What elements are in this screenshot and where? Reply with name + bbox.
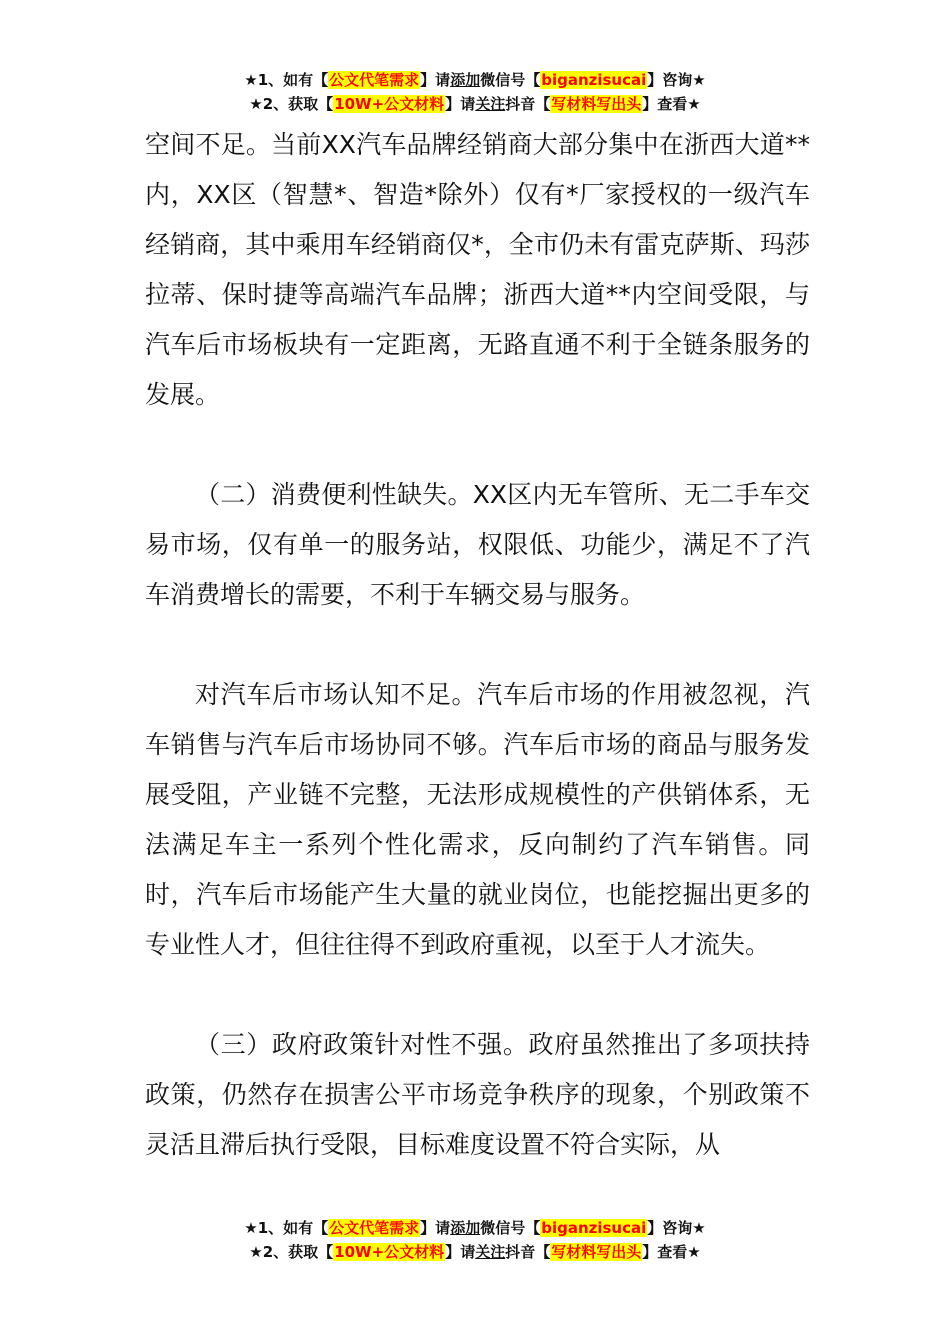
banner-text: 微信号【	[480, 71, 541, 89]
banner-underlined: 添加	[450, 1219, 481, 1237]
banner-text: 】请	[445, 95, 476, 113]
banner-line-1	[0, 1216, 950, 1240]
banner-text: 】咨询★	[647, 71, 706, 89]
banner-line-2	[0, 92, 950, 116]
banner-highlight: 写材料写出头	[551, 95, 642, 113]
banner-underlined: 关注	[475, 95, 506, 113]
banner-text: ★2、获取【	[249, 95, 334, 113]
document-body	[145, 120, 810, 1170]
banner-text: 】咨询★	[647, 1219, 706, 1237]
banner-highlight: 10W+公文材料	[334, 95, 445, 113]
banner-text: 】请	[420, 71, 451, 89]
banner-text: ★1、如有【	[244, 71, 329, 89]
banner-text: 】请	[420, 1219, 451, 1237]
banner-text: 】查看★	[642, 95, 701, 113]
banner-text: ★2、获取【	[249, 1243, 334, 1261]
banner-underlined: 添加	[450, 71, 481, 89]
header-banner	[0, 68, 950, 116]
paragraph-2: （二）消费便利性缺失。XX区内无车管所、无二手车交易市场，仅有单一的服务站，权限低、功能少，满足不了汽车消费增长的需要，不利于车辆交易与服务。	[145, 480, 810, 609]
banner-highlight: biganzisucai	[541, 1219, 647, 1237]
banner-line-2	[0, 1240, 950, 1264]
banner-underlined: 关注	[475, 1243, 506, 1261]
paragraph-3: 对汽车后市场认知不足。汽车后市场的作用被忽视，汽车销售与汽车后市场协同不够。汽车后市场的商品与服务发展受阻，产业链不完整，无法形成规模性的产供销体系，无法满足车主一系列个性化需求，反向制约了汽车销售。同时，汽车后市场能产生大量的就业岗位，也能挖掘出更多的专业性人才，但往往得不到政府重视，以至于人才流失。	[145, 680, 810, 959]
banner-text: 抖音【	[505, 1243, 551, 1261]
footer-banner	[0, 1216, 950, 1264]
banner-highlight: 10W+公文材料	[334, 1243, 445, 1261]
banner-text: 微信号【	[480, 1219, 541, 1237]
banner-highlight: biganzisucai	[541, 71, 647, 89]
banner-highlight: 写材料写出头	[551, 1243, 642, 1261]
paragraph-4: （三）政府政策针对性不强。政府虽然推出了多项扶持政策，仍然存在损害公平市场竞争秩序的现象，个别政策不灵活且滞后执行受限，目标难度设置不符合实际，从	[145, 1030, 810, 1159]
banner-text: 抖音【	[505, 95, 551, 113]
banner-text: ★1、如有【	[244, 1219, 329, 1237]
paragraph-1: 空间不足。当前XX汽车品牌经销商大部分集中在浙西大道**内，XX区（智慧*、智造*除外）仅有*厂家授权的一级汽车经销商，其中乘用车经销商仅*，全市仍未有雷克萨斯、玛莎拉蒂、保时捷等高端汽车品牌；浙西大道**内空间受限，与汽车后市场板块有一定距离，无路直通不利于全链条服务的发展。	[145, 130, 810, 409]
banner-line-1	[0, 68, 950, 92]
banner-text: 】请	[445, 1243, 476, 1261]
banner-highlight: 公文代笔需求	[329, 71, 420, 89]
banner-text: 】查看★	[642, 1243, 701, 1261]
banner-highlight: 公文代笔需求	[329, 1219, 420, 1237]
